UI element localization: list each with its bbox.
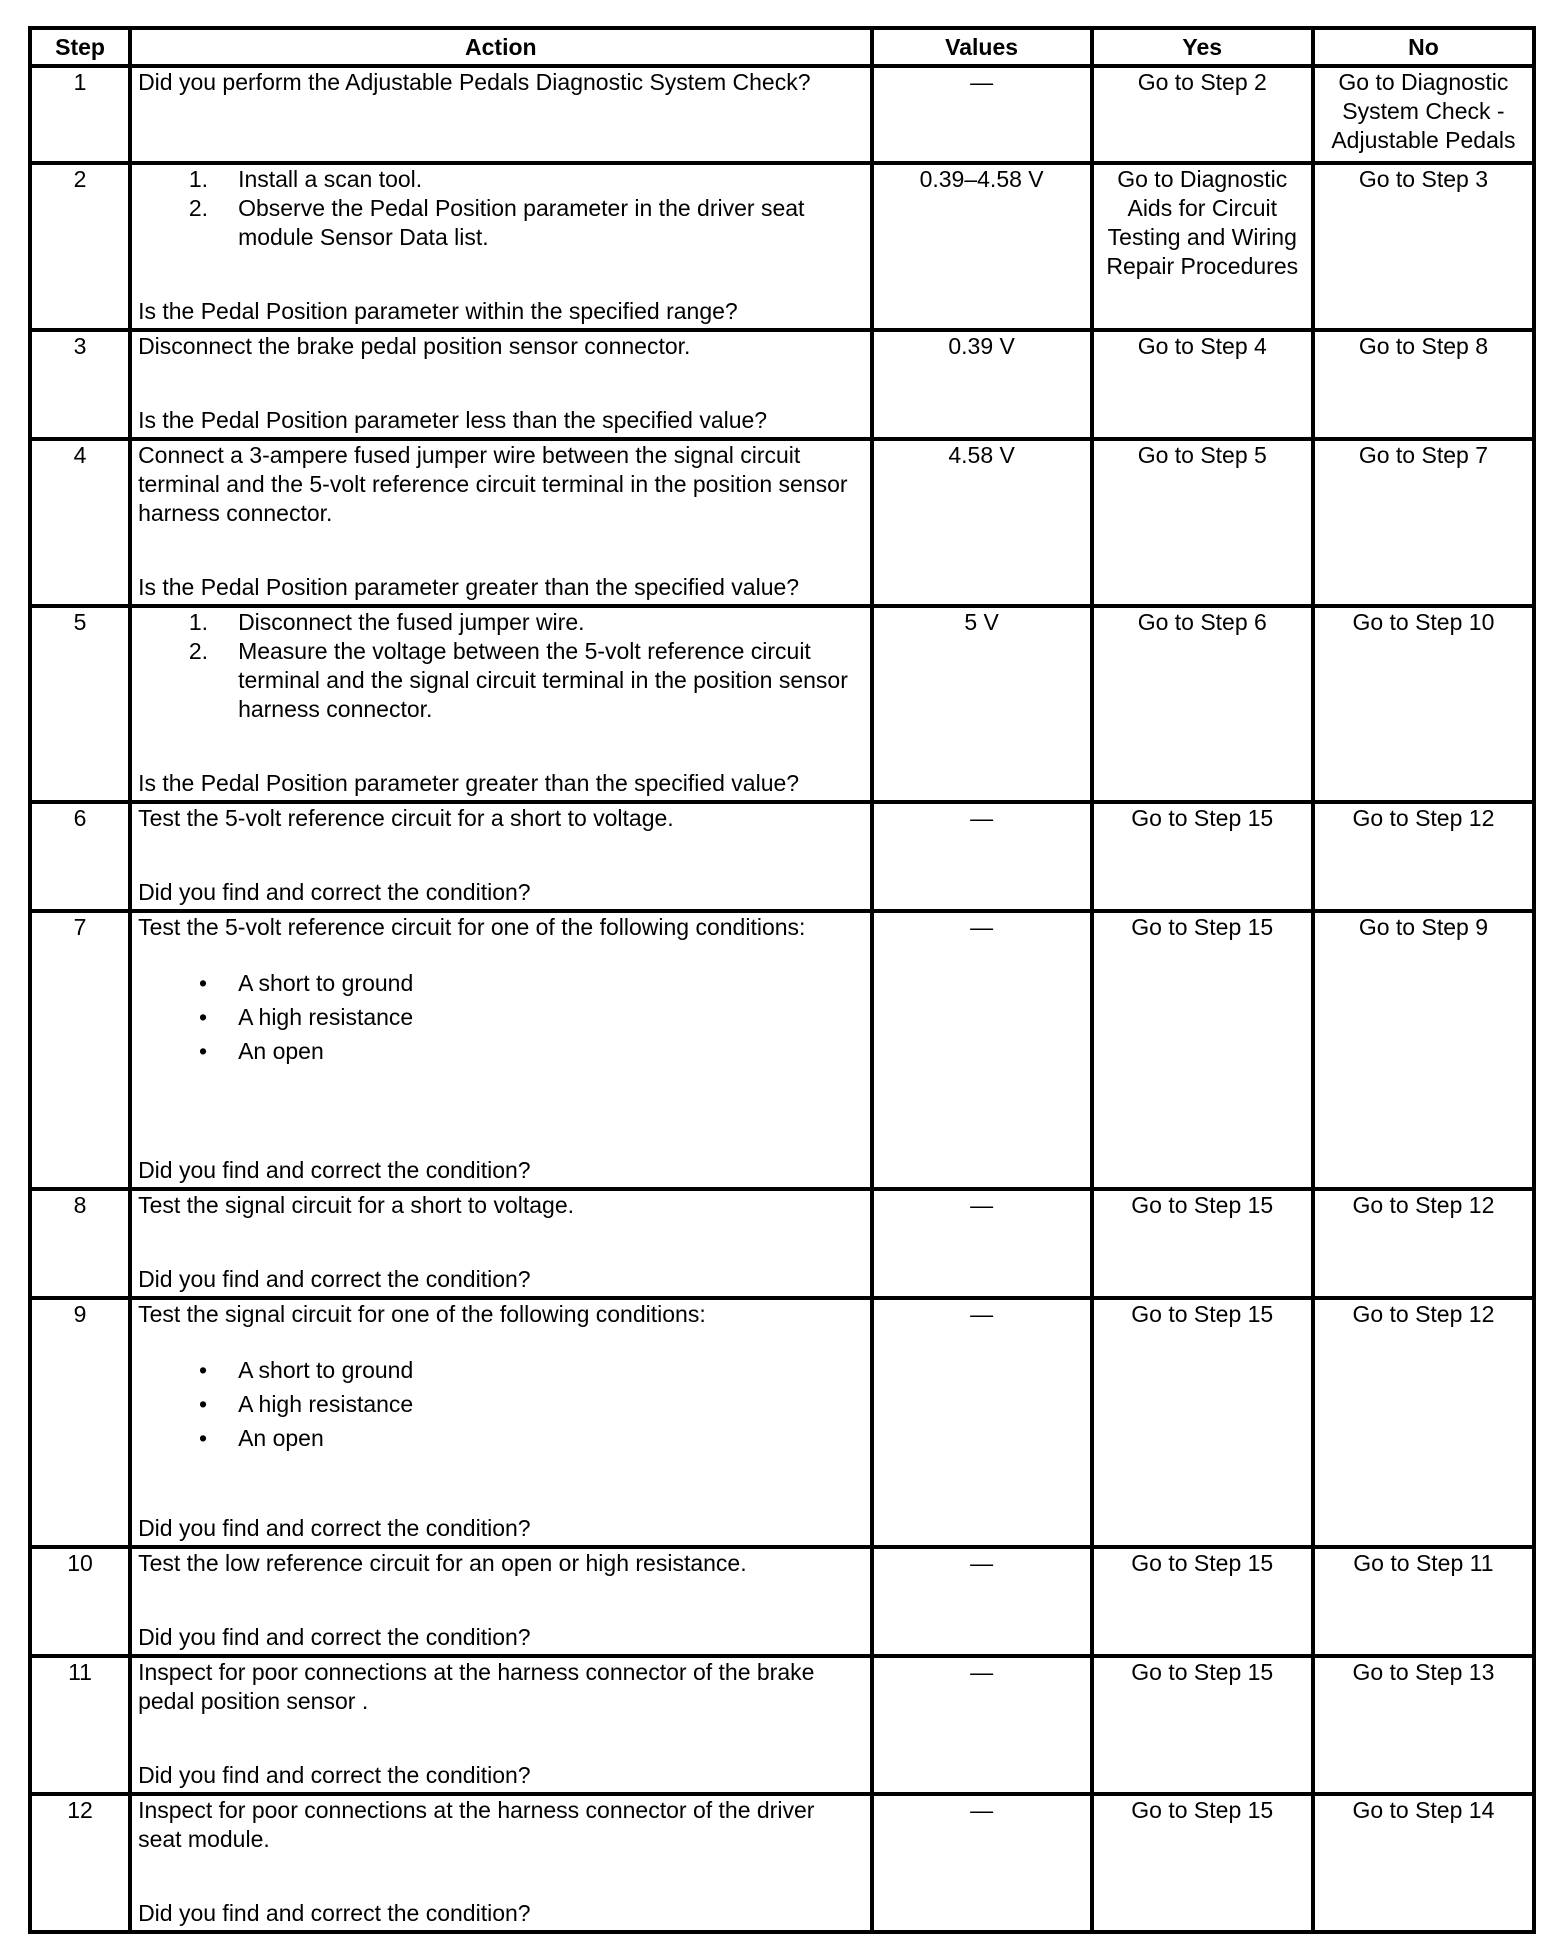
action-cell bbox=[130, 911, 871, 1189]
bullet-icon: • bbox=[199, 970, 208, 996]
bullet-icon: • bbox=[199, 1425, 208, 1451]
no-cell bbox=[1313, 802, 1534, 911]
value-cell: — bbox=[872, 802, 1092, 911]
action-cell bbox=[130, 1298, 871, 1547]
action-question: Did you find and correct the condition? bbox=[138, 1515, 531, 1541]
action-question: Is the Pedal Position parameter less than the specified value? bbox=[138, 407, 768, 433]
yes-link: Go to Step 15 bbox=[1131, 1659, 1274, 1685]
no-cell bbox=[1313, 1547, 1534, 1656]
yes-link: Go to Step 15 bbox=[1131, 1301, 1274, 1327]
step-number: 5 bbox=[30, 606, 130, 802]
value-cell: — bbox=[872, 1547, 1092, 1656]
yes-cell bbox=[1092, 1794, 1313, 1932]
header-step: Step bbox=[30, 28, 130, 66]
action-body bbox=[138, 68, 863, 97]
yes-link: Go to Step 2 bbox=[1137, 69, 1267, 95]
list-item bbox=[138, 1000, 863, 1034]
step-number: 1 bbox=[30, 66, 130, 163]
table-row bbox=[30, 606, 1534, 802]
list-item bbox=[138, 637, 863, 724]
table-row bbox=[30, 1189, 1534, 1298]
diagnostic-table bbox=[28, 26, 1536, 1934]
action-cell bbox=[130, 66, 871, 163]
value-cell: — bbox=[872, 66, 1092, 163]
list-item-text: Observe the Pedal Position parameter in the driver seat module Sensor Data list. bbox=[238, 195, 805, 250]
action-text: Test the low reference circuit for an open or high resistance. bbox=[138, 1550, 747, 1576]
action-question: Did you find and correct the condition? bbox=[138, 1157, 531, 1183]
action-cell bbox=[130, 606, 871, 802]
yes-link: Go to Step 15 bbox=[1131, 805, 1274, 831]
step-number: 3 bbox=[30, 330, 130, 439]
list-item bbox=[138, 966, 863, 1000]
action-content bbox=[132, 1549, 869, 1654]
step-number: 8 bbox=[30, 1189, 130, 1298]
header-yes: Yes bbox=[1092, 28, 1313, 66]
value-cell: 5 V bbox=[872, 606, 1092, 802]
list-item-text: A high resistance bbox=[238, 1391, 414, 1417]
yes-cell bbox=[1092, 1656, 1313, 1794]
step-number: 10 bbox=[30, 1547, 130, 1656]
step-number: 6 bbox=[30, 802, 130, 911]
yes-cell bbox=[1092, 1189, 1313, 1298]
condition-list bbox=[138, 1353, 863, 1455]
no-link: Go to Step 12 bbox=[1352, 1192, 1495, 1218]
action-text: Test the signal circuit for one of the following conditions: bbox=[138, 1301, 706, 1327]
action-content bbox=[132, 804, 869, 909]
action-text: Did you perform the Adjustable Pedals Diagnostic System Check? bbox=[138, 69, 811, 95]
action-question: Did you find and correct the condition? bbox=[138, 879, 531, 905]
list-marker: 1. bbox=[188, 166, 209, 192]
no-link: Go to Diagnostic System Check - Adjustable Pedals bbox=[1331, 69, 1516, 153]
no-link: Go to Step 10 bbox=[1352, 609, 1495, 635]
list-marker: 2. bbox=[188, 195, 209, 221]
action-question: Did you find and correct the condition? bbox=[138, 1266, 531, 1292]
action-text: Disconnect the brake pedal position sensor connector. bbox=[138, 333, 691, 359]
table-row bbox=[30, 66, 1534, 163]
bullet-icon: • bbox=[199, 1038, 208, 1064]
step-number: 9 bbox=[30, 1298, 130, 1547]
yes-cell bbox=[1092, 163, 1313, 330]
yes-cell bbox=[1092, 66, 1313, 163]
step-number: 12 bbox=[30, 1794, 130, 1932]
action-text: Test the signal circuit for a short to voltage. bbox=[138, 1192, 574, 1218]
table-row bbox=[30, 330, 1534, 439]
list-item-text: A short to ground bbox=[238, 1357, 414, 1383]
list-item-text: A high resistance bbox=[238, 1004, 414, 1030]
value-cell: 4.58 V bbox=[872, 439, 1092, 606]
table-row bbox=[30, 1547, 1534, 1656]
value-cell: — bbox=[872, 1298, 1092, 1547]
no-cell bbox=[1313, 439, 1534, 606]
no-link: Go to Step 14 bbox=[1352, 1797, 1495, 1823]
no-cell bbox=[1313, 1189, 1534, 1298]
list-item bbox=[138, 1353, 863, 1387]
list-marker: 1. bbox=[188, 609, 209, 635]
yes-link: Go to Step 15 bbox=[1131, 914, 1274, 940]
action-text: Inspect for poor connections at the harness connector of the driver seat module. bbox=[138, 1797, 815, 1852]
no-cell bbox=[1313, 66, 1534, 163]
list-item bbox=[138, 165, 863, 194]
action-body bbox=[138, 608, 863, 724]
list-item bbox=[138, 1421, 863, 1455]
list-item-text: A short to ground bbox=[238, 970, 414, 996]
no-link: Go to Step 7 bbox=[1358, 442, 1488, 468]
action-cell bbox=[130, 1656, 871, 1794]
yes-cell bbox=[1092, 606, 1313, 802]
value-cell: 0.39 V bbox=[872, 330, 1092, 439]
yes-cell bbox=[1092, 439, 1313, 606]
action-content bbox=[132, 1796, 869, 1930]
yes-link: Go to Step 5 bbox=[1137, 442, 1267, 468]
no-link: Go to Step 3 bbox=[1358, 166, 1488, 192]
yes-link: Go to Step 15 bbox=[1131, 1797, 1274, 1823]
yes-link: Go to Step 15 bbox=[1131, 1192, 1274, 1218]
no-cell bbox=[1313, 163, 1534, 330]
yes-link: Go to Diagnostic Aids for Circuit Testing and Wiring Repair Procedures bbox=[1106, 166, 1299, 279]
action-steps-list bbox=[138, 165, 863, 252]
action-cell bbox=[130, 802, 871, 911]
action-text: Connect a 3-ampere fused jumper wire between the signal circuit terminal and the 5-volt reference circuit terminal in the position sensor harness connector. bbox=[138, 442, 848, 526]
step-number: 4 bbox=[30, 439, 130, 606]
value-cell: — bbox=[872, 1656, 1092, 1794]
action-content bbox=[132, 332, 869, 437]
action-content bbox=[132, 608, 869, 800]
header-row bbox=[30, 28, 1534, 66]
yes-cell bbox=[1092, 802, 1313, 911]
bullet-icon: • bbox=[199, 1391, 208, 1417]
bullet-icon: • bbox=[199, 1357, 208, 1383]
action-body bbox=[138, 1300, 863, 1455]
action-steps-list bbox=[138, 608, 863, 724]
no-cell bbox=[1313, 911, 1534, 1189]
value-cell: — bbox=[872, 911, 1092, 1189]
no-link: Go to Step 12 bbox=[1352, 805, 1495, 831]
action-content bbox=[132, 441, 869, 604]
action-question: Is the Pedal Position parameter within the specified range? bbox=[138, 298, 738, 324]
action-cell bbox=[130, 163, 871, 330]
bullet-icon: • bbox=[199, 1004, 208, 1030]
table-row bbox=[30, 911, 1534, 1189]
yes-cell bbox=[1092, 911, 1313, 1189]
no-link: Go to Step 9 bbox=[1358, 914, 1488, 940]
action-body bbox=[138, 1796, 863, 1854]
table-row bbox=[30, 163, 1534, 330]
action-body bbox=[138, 804, 863, 833]
list-item-text: Disconnect the fused jumper wire. bbox=[238, 609, 585, 635]
value-cell: — bbox=[872, 1794, 1092, 1932]
list-item bbox=[138, 1034, 863, 1068]
action-body bbox=[138, 1658, 863, 1716]
action-body bbox=[138, 913, 863, 1068]
value-cell: 0.39–4.58 V bbox=[872, 163, 1092, 330]
action-text: Test the 5-volt reference circuit for one of the following conditions: bbox=[138, 914, 806, 940]
action-content bbox=[132, 1658, 869, 1792]
action-body bbox=[138, 1549, 863, 1578]
no-link: Go to Step 11 bbox=[1353, 1550, 1494, 1576]
no-cell bbox=[1313, 1298, 1534, 1547]
yes-link: Go to Step 6 bbox=[1137, 609, 1267, 635]
yes-cell bbox=[1092, 1298, 1313, 1547]
list-item-text: An open bbox=[238, 1425, 324, 1451]
step-number: 11 bbox=[30, 1656, 130, 1794]
header-values: Values bbox=[872, 28, 1092, 66]
action-question: Is the Pedal Position parameter greater than the specified value? bbox=[138, 770, 800, 796]
action-cell bbox=[130, 1794, 871, 1932]
list-item bbox=[138, 1387, 863, 1421]
value-cell: — bbox=[872, 1189, 1092, 1298]
header-action: Action bbox=[130, 28, 871, 66]
action-body bbox=[138, 165, 863, 252]
action-question: Did you find and correct the condition? bbox=[138, 1762, 531, 1788]
list-item-text: An open bbox=[238, 1038, 324, 1064]
step-number: 7 bbox=[30, 911, 130, 1189]
yes-link: Go to Step 15 bbox=[1131, 1550, 1274, 1576]
no-cell bbox=[1313, 606, 1534, 802]
yes-link: Go to Step 4 bbox=[1137, 333, 1267, 359]
action-content bbox=[132, 68, 869, 161]
table-row bbox=[30, 439, 1534, 606]
action-content bbox=[132, 913, 869, 1187]
no-link: Go to Step 8 bbox=[1358, 333, 1488, 359]
action-question: Did you find and correct the condition? bbox=[138, 1624, 531, 1650]
action-body bbox=[138, 1191, 863, 1220]
header-no: No bbox=[1313, 28, 1534, 66]
table-row bbox=[30, 1298, 1534, 1547]
no-cell bbox=[1313, 1794, 1534, 1932]
yes-cell bbox=[1092, 1547, 1313, 1656]
no-cell bbox=[1313, 1656, 1534, 1794]
action-text: Test the 5-volt reference circuit for a short to voltage. bbox=[138, 805, 674, 831]
action-body bbox=[138, 332, 863, 361]
action-question: Did you find and correct the condition? bbox=[138, 1900, 531, 1926]
action-cell bbox=[130, 439, 871, 606]
action-body bbox=[138, 441, 863, 528]
list-item-text: Measure the voltage between the 5-volt reference circuit terminal and the signal circuit terminal in the position sensor harness connector. bbox=[238, 638, 848, 722]
list-item-text: Install a scan tool. bbox=[238, 166, 423, 192]
action-cell bbox=[130, 1547, 871, 1656]
condition-list bbox=[138, 966, 863, 1068]
no-link: Go to Step 13 bbox=[1352, 1659, 1495, 1685]
action-question: Is the Pedal Position parameter greater than the specified value? bbox=[138, 574, 800, 600]
action-cell bbox=[130, 330, 871, 439]
list-marker: 2. bbox=[188, 638, 209, 664]
no-link: Go to Step 12 bbox=[1352, 1301, 1495, 1327]
table-row bbox=[30, 1794, 1534, 1932]
yes-cell bbox=[1092, 330, 1313, 439]
list-item bbox=[138, 194, 863, 252]
action-content bbox=[132, 165, 869, 328]
table-row bbox=[30, 802, 1534, 911]
action-content bbox=[132, 1300, 869, 1545]
step-number: 2 bbox=[30, 163, 130, 330]
no-cell bbox=[1313, 330, 1534, 439]
table-row bbox=[30, 1656, 1534, 1794]
action-text: Inspect for poor connections at the harness connector of the brake pedal position sensor . bbox=[138, 1659, 815, 1714]
action-cell bbox=[130, 1189, 871, 1298]
list-item bbox=[138, 608, 863, 637]
action-content bbox=[132, 1191, 869, 1296]
